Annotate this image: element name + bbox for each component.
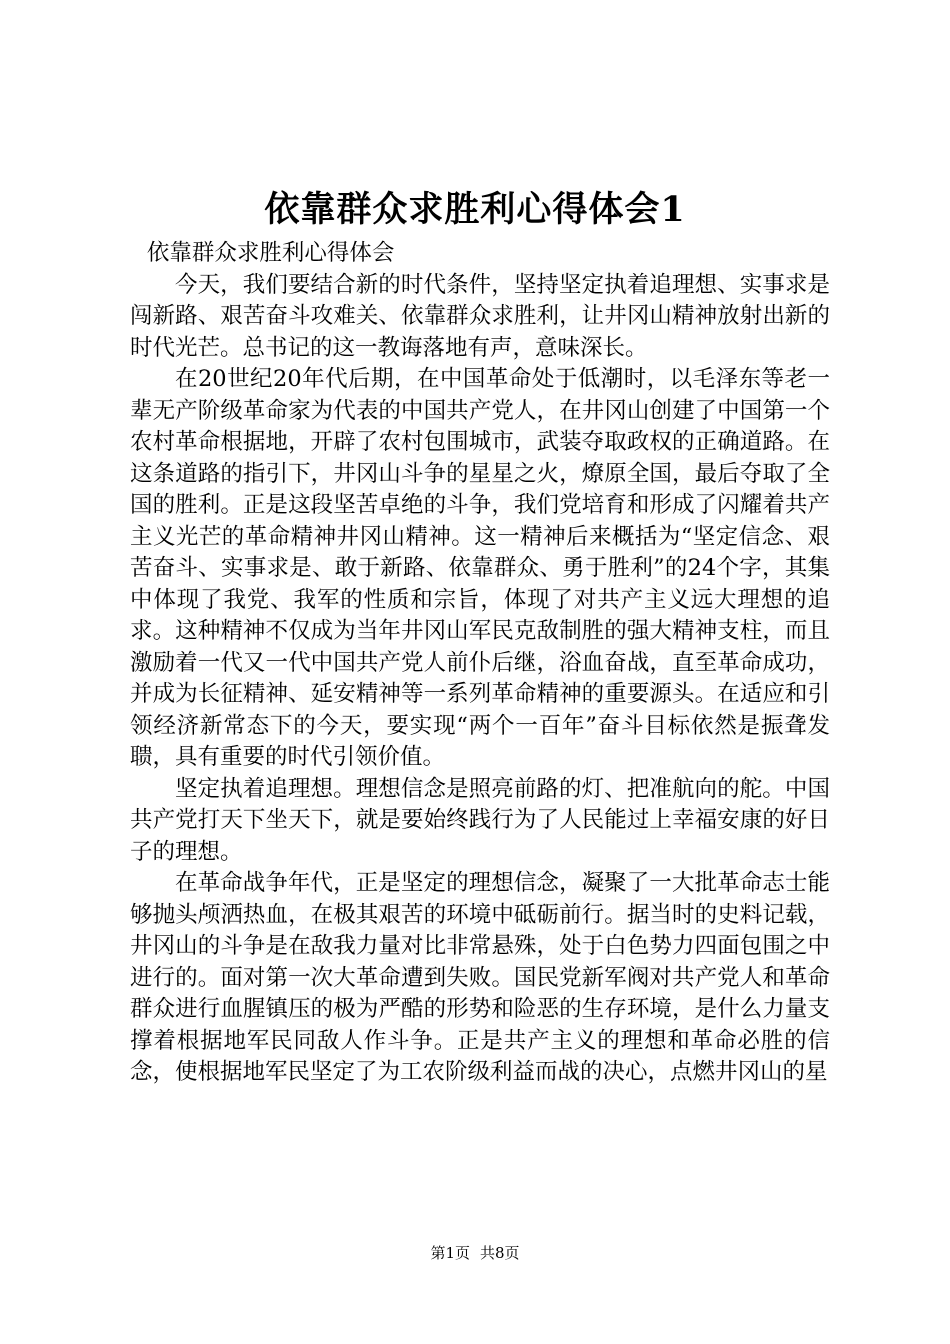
paragraph-subtitle: 依靠群众求胜利心得体会 bbox=[146, 240, 395, 266]
paragraph: 在20世纪20年代后期，在中国革命处于低潮时，以毛泽东等老一辈无产阶级革命家为代表的中国共产党人，在井冈山创建了中国第一个农村革命根据地，开辟了农村包围城市，武装夺取政权的正确道路。在这条道路的指引下，井冈山斗争的星星之火，燎原全国，最后夺取了全国的胜利。正是这段坚苦卓绝的斗争，我们党培育和形成了闪耀着共产主义光芒的革命精神井冈山精神。这一精神后来概括为“坚定信念、艰苦奋斗、实事求是、敢于新路、依靠群众、勇于胜利”的24个字，其集中体现了我党、我军的性质和宗旨，体现了对共产主义远大理想的追求。这种精神不仅成为当年井冈山军民克敌制胜的强大精神支柱，而且激励着一代又一代中国共产党人前仆后继，浴血奋战，直至革命成功，并成为长征精神、延安精神等一系列革命精神的重要源头。在适应和引领经济新常态下的今天，要实现“两个一百年”奋斗目标依然是振聋发聩，具有重要的时代引领价值。 bbox=[130, 366, 830, 770]
document-title: 依靠群众求胜利心得体会1 bbox=[264, 189, 686, 230]
paragraph: 今天，我们要结合新的时代条件，坚持坚定执着追理想、实事求是闯新路、艰苦奋斗攻难关、依靠群众求胜利，让井冈山精神放射出新的时代光芒。总书记的这一教诲落地有声，意味深长。 bbox=[130, 271, 830, 361]
page-footer bbox=[0, 1243, 950, 1263]
paragraph: 坚定执着追理想。理想信念是照亮前路的灯、把准航向的舵。中国共产党打天下坐天下，就是要始终践行为了人民能过上幸福安康的好日子的理想。 bbox=[130, 775, 830, 865]
page-total: 共8页 bbox=[480, 1244, 520, 1262]
document-body bbox=[130, 238, 830, 1089]
paragraph: 在革命战争年代，正是坚定的理想信念，凝聚了一大批革命志士能够抛头颅洒热血，在极其艰苦的环境中砥砺前行。据当时的史料记载，井冈山的斗争是在敌我力量对比非常悬殊，处于白色势力四面包围之中进行的。面对第一次大革命遭到失败。国民党新军阀对共产党人和革命群众进行血腥镇压的极为严酷的形势和险恶的生存环境，是什么力量支撑着根据地军民同敌人作斗争。正是共产主义的理想和革命必胜的信念，使根据地军民坚定了为工农阶级利益而战的决心，点燃井冈山的星 bbox=[130, 870, 830, 1085]
page-number: 第1页 bbox=[430, 1244, 470, 1262]
